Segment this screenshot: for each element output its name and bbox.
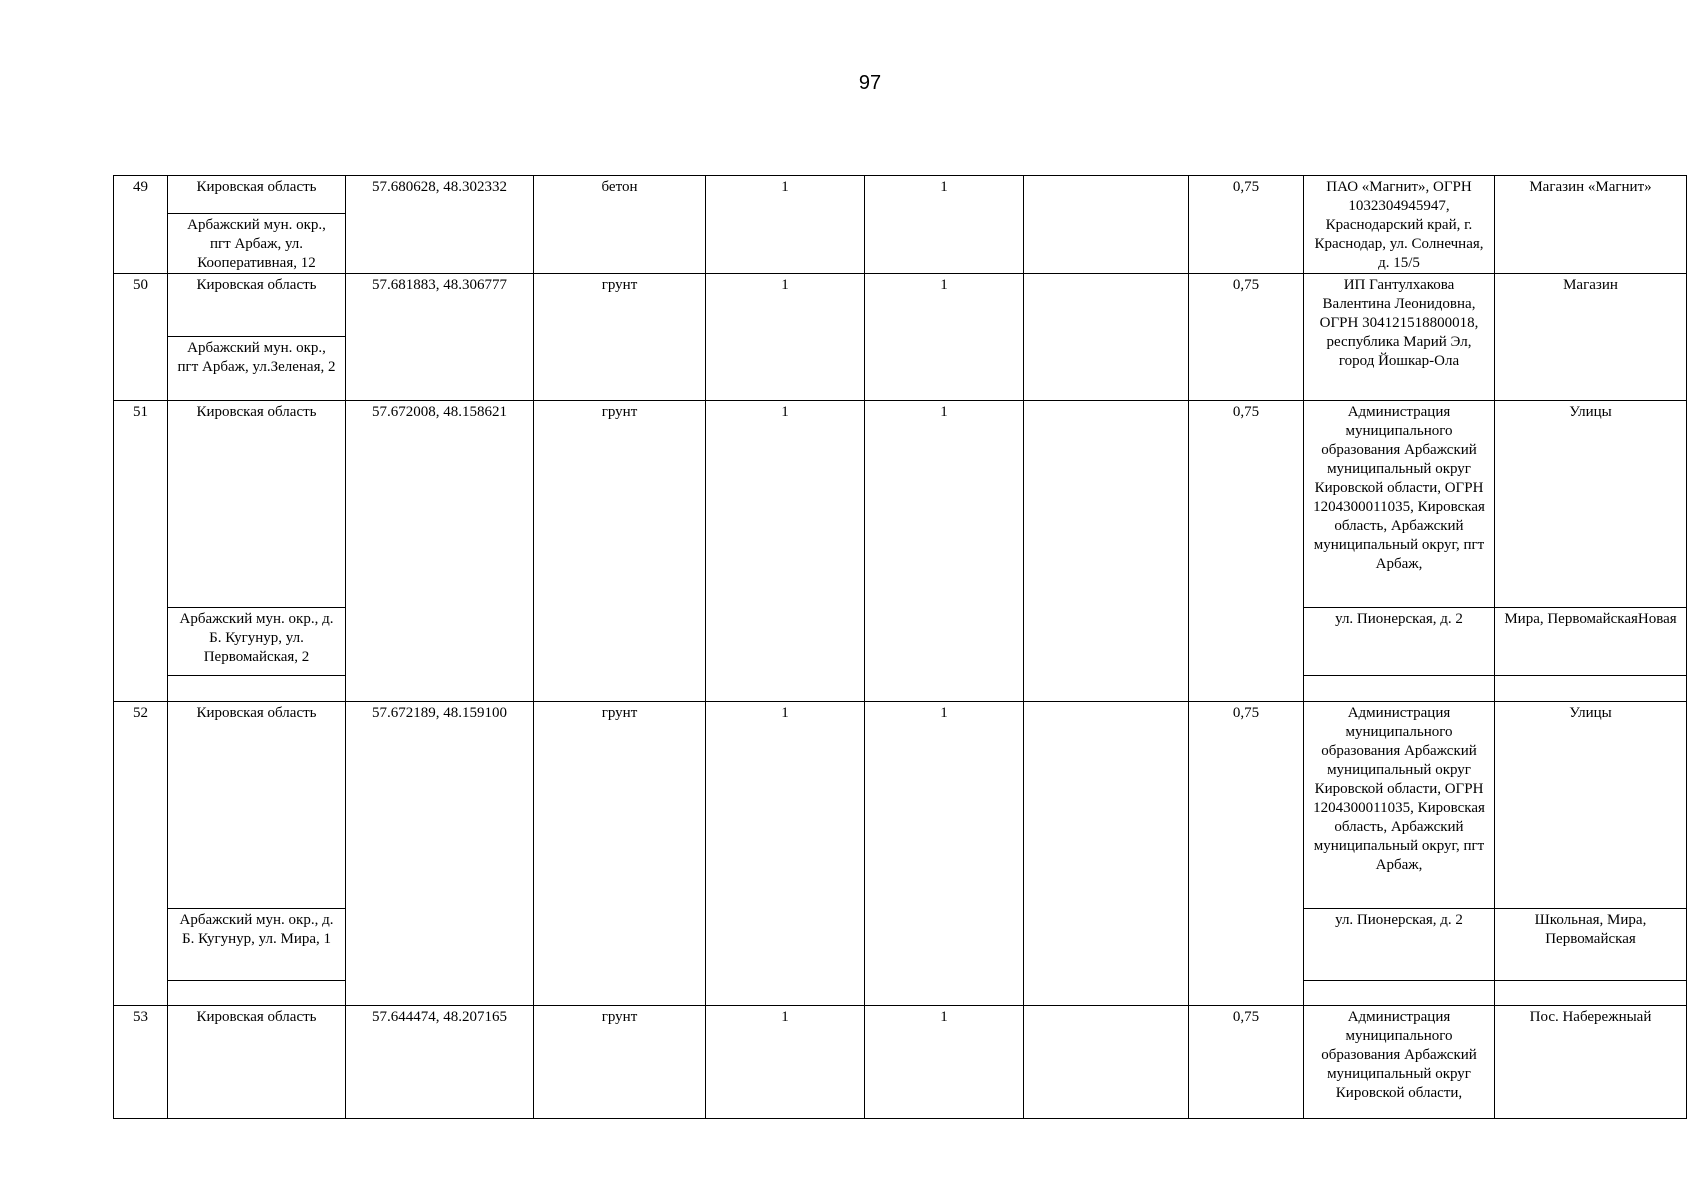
source-cell-continued: Мира, ПервомайскаяНовая [1495,608,1687,676]
empty-cell [1024,274,1189,401]
count-cell: 1 [865,1006,1024,1119]
region-cell: Кировская область [168,274,346,337]
count-cell: 1 [865,176,1024,274]
coordinates-cell: 57.672189, 48.159100 [346,702,534,1006]
source-cell: Улицы [1495,401,1687,608]
address-cell: Арбажский мун. окр., д. Б. Кугунур, ул. Первомайская, 2 [168,608,346,676]
address-cell: Арбажский мун. окр., пгт Арбаж, ул.Зеленая, 2 [168,337,346,401]
table-row [114,1006,1687,1119]
source-cell: Улицы [1495,702,1687,909]
empty-cell [1495,676,1687,702]
count-cell: 1 [706,401,865,702]
region-cell: Кировская область [168,401,346,608]
source-cell-continued: Школьная, Мира, Первомайская [1495,909,1687,981]
address-cell: Арбажский мун. окр., пгт Арбаж, ул. Кооперативная, 12 [168,214,346,274]
empty-cell [1024,1006,1189,1119]
empty-cell [1024,401,1189,702]
owner-cell: ПАО «Магнит», ОГРН 1032304945947, Краснодарский край, г. Краснодар, ул. Солнечная, д. 15/5 [1304,176,1495,274]
source-cell: Магазин «Магнит» [1495,176,1687,274]
coordinates-cell: 57.680628, 48.302332 [346,176,534,274]
region-cell: Кировская область [168,702,346,909]
page-number: 97 [858,72,882,94]
owner-cell: Администрация муниципального образования Арбажский муниципальный округ Кировской области, [1304,1006,1495,1119]
owner-cell: ИП Гантулхакова Валентина Леонидовна, ОГРН 304121518800018, республика Марий Эл, город Йошкар-Ола [1304,274,1495,401]
empty-cell [1495,981,1687,1006]
count-cell: 1 [865,401,1024,702]
count-cell: 1 [865,702,1024,1006]
empty-cell [1304,981,1495,1006]
volume-cell: 0,75 [1189,274,1304,401]
source-cell: Пос. Набережныай [1495,1006,1687,1119]
count-cell: 1 [706,176,865,274]
table-row [114,176,1687,214]
owner-cell-continued: ул. Пионерская, д. 2 [1304,608,1495,676]
surface-cell: грунт [534,274,706,401]
count-cell: 1 [865,274,1024,401]
address-cell: Арбажский мун. окр., д. Б. Кугунур, ул. Мира, 1 [168,909,346,981]
empty-cell [1024,176,1189,274]
region-cell: Кировская область [168,176,346,214]
volume-cell: 0,75 [1189,401,1304,702]
volume-cell: 0,75 [1189,702,1304,1006]
row-number: 51 [114,401,168,702]
owner-cell-continued: ул. Пионерская, д. 2 [1304,909,1495,981]
table-row [114,274,1687,337]
count-cell: 1 [706,274,865,401]
row-number: 50 [114,274,168,401]
volume-cell: 0,75 [1189,176,1304,274]
owner-cell: Администрация муниципального образования Арбажский муниципальный округ Кировской области, ОГРН 1204300011035, Кировская область, Арбажский муниципальный округ, пгт Арбаж, [1304,401,1495,608]
row-number: 49 [114,176,168,274]
empty-cell [1304,676,1495,702]
empty-cell [168,981,346,1006]
row-number: 53 [114,1006,168,1119]
coordinates-cell: 57.672008, 48.158621 [346,401,534,702]
coordinates-cell: 57.681883, 48.306777 [346,274,534,401]
table-row [114,401,1687,608]
coordinates-cell: 57.644474, 48.207165 [346,1006,534,1119]
count-cell: 1 [706,702,865,1006]
empty-cell [168,676,346,702]
surface-cell: грунт [534,702,706,1006]
owner-cell: Администрация муниципального образования Арбажский муниципальный округ Кировской области, ОГРН 1204300011035, Кировская область, Арбажский муниципальный округ, пгт Арбаж, [1304,702,1495,909]
surface-cell: грунт [534,401,706,702]
source-cell: Магазин [1495,274,1687,401]
count-cell: 1 [706,1006,865,1119]
empty-cell [1024,702,1189,1006]
region-cell: Кировская область [168,1006,346,1119]
row-number: 52 [114,702,168,1006]
registry-table [113,175,1687,1119]
surface-cell: грунт [534,1006,706,1119]
table-row [114,702,1687,909]
volume-cell: 0,75 [1189,1006,1304,1119]
surface-cell: бетон [534,176,706,274]
